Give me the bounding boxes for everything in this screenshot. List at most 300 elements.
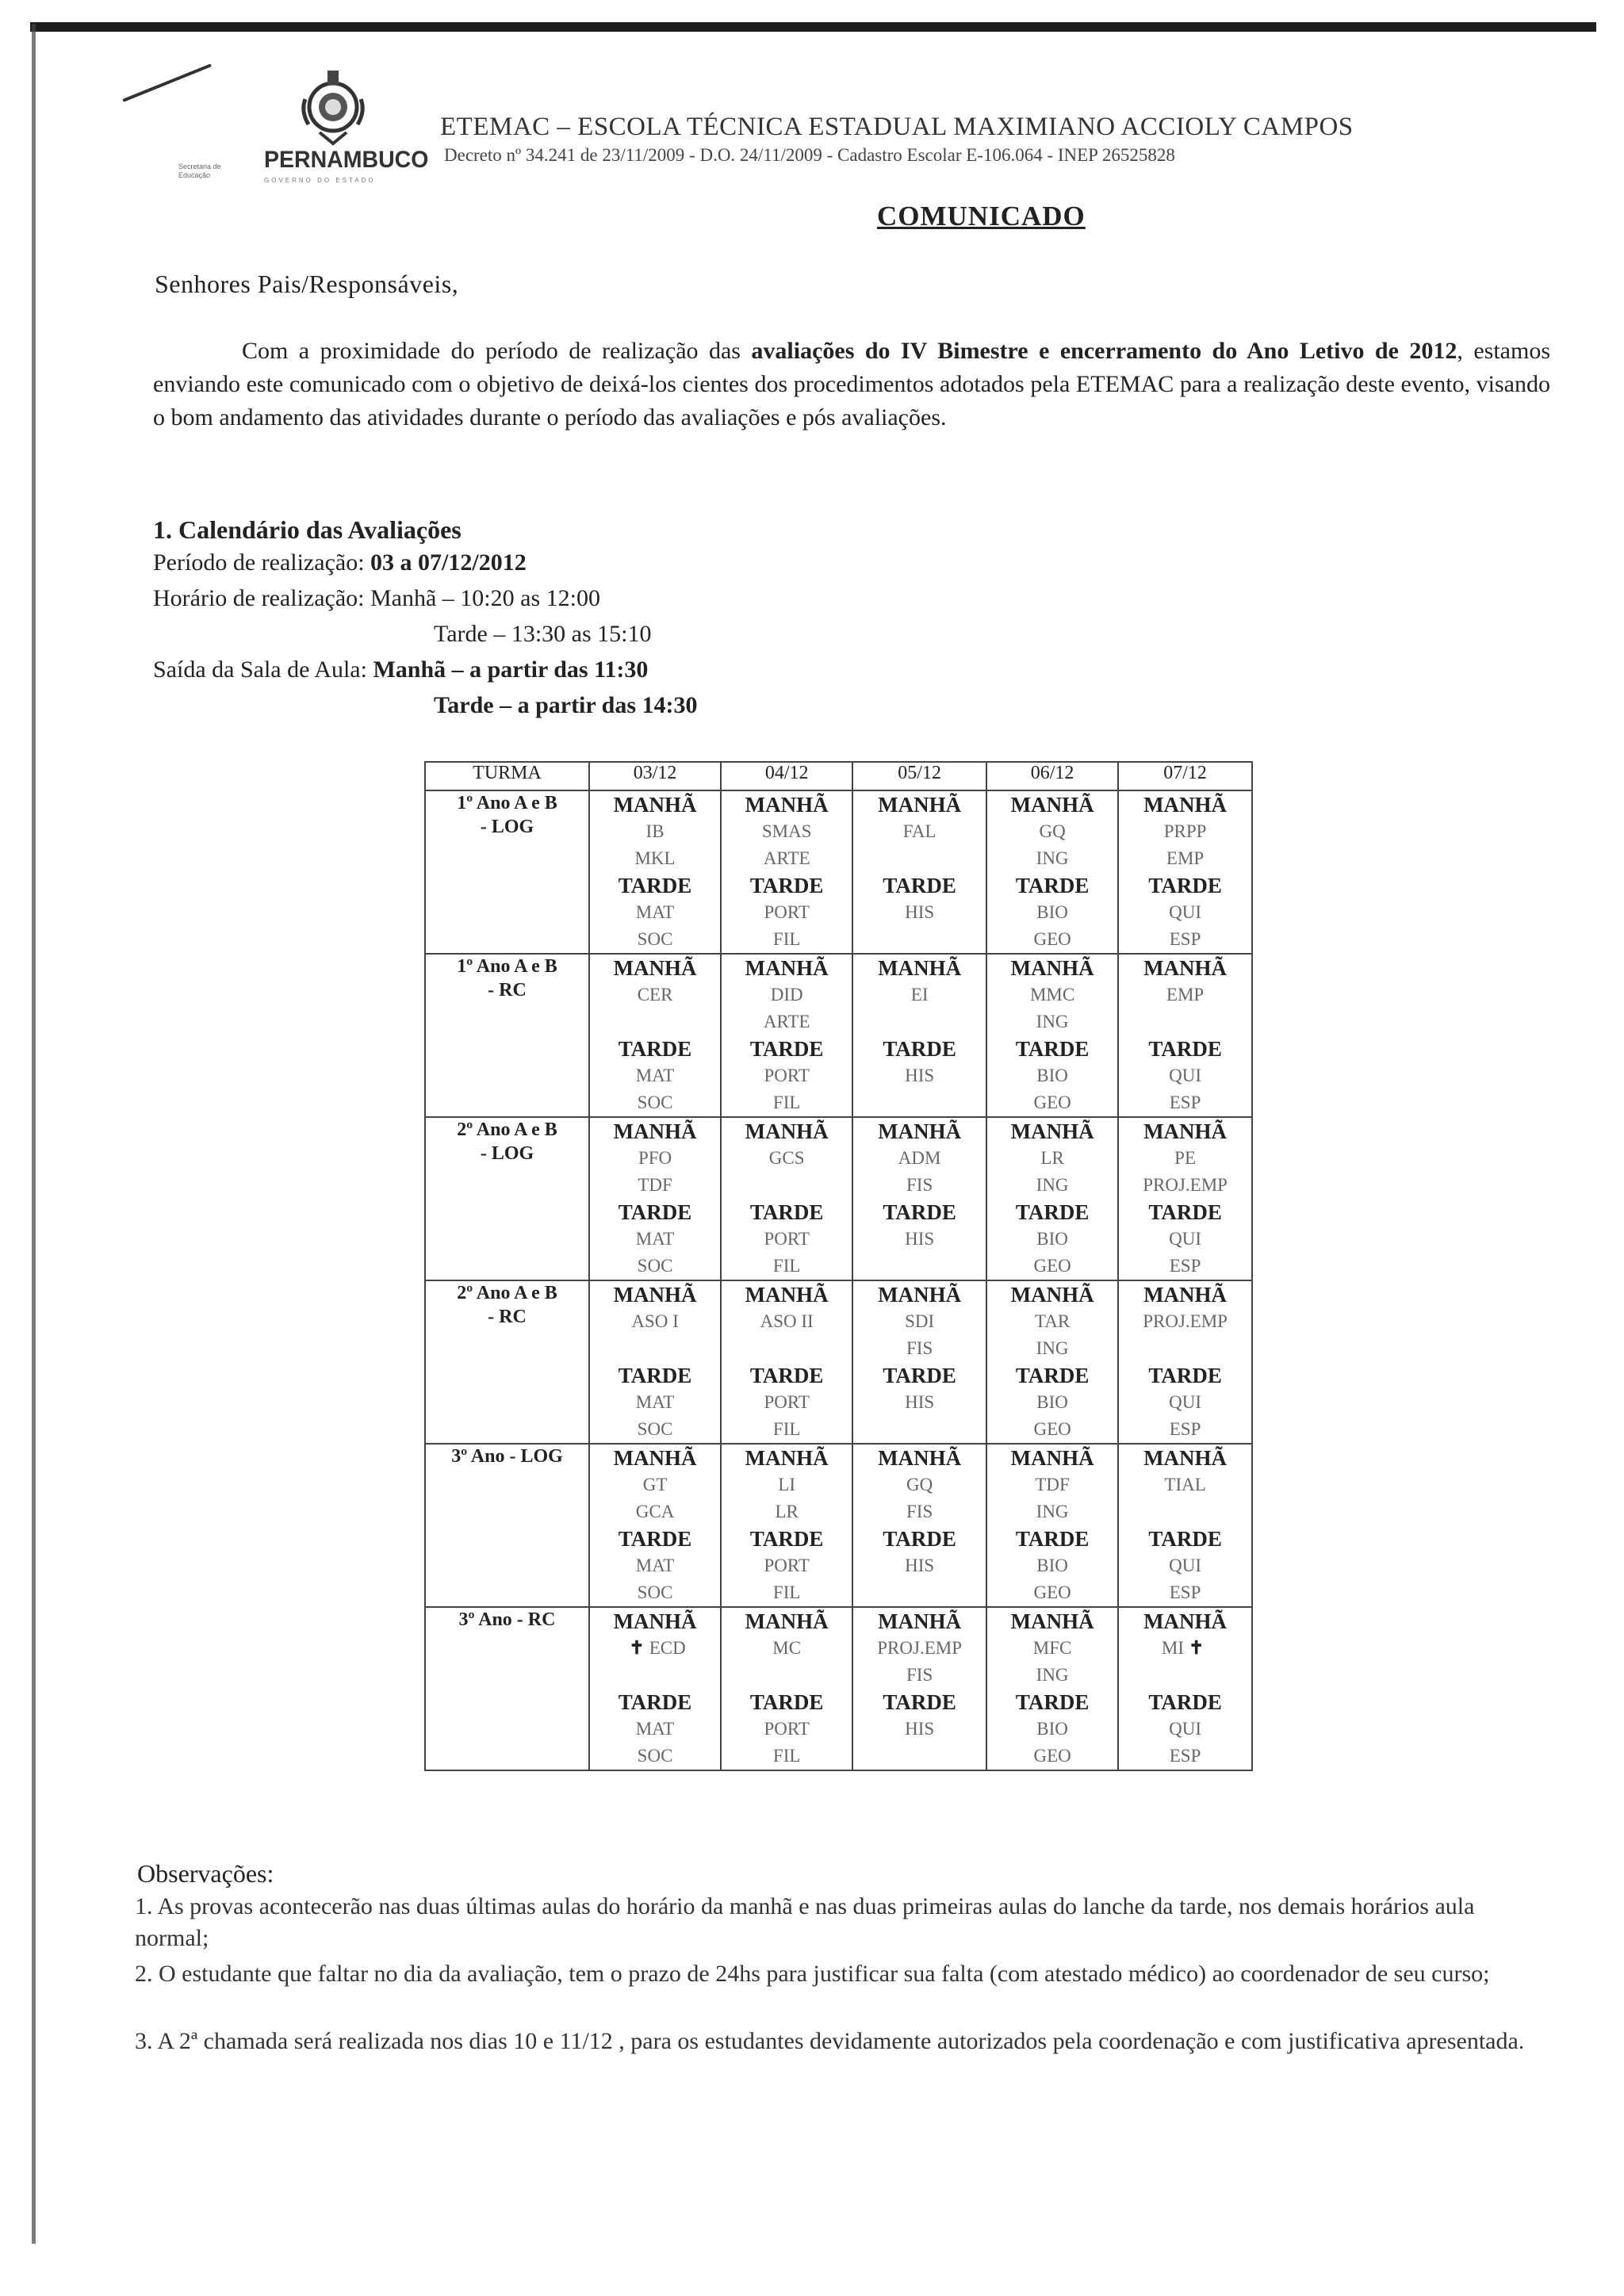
subject-text: MAT bbox=[635, 1066, 675, 1085]
period-heading-text: TARDE bbox=[1148, 1527, 1222, 1551]
period-heading-text: MANHÃ bbox=[745, 956, 829, 980]
subject-text: TDF bbox=[1035, 1475, 1070, 1494]
period-heading bbox=[1119, 1035, 1251, 1062]
subject-code bbox=[722, 982, 852, 1008]
schedule-cell bbox=[589, 954, 721, 1117]
period-heading-text: TARDE bbox=[1148, 874, 1222, 897]
schedule-cell bbox=[589, 1117, 721, 1280]
subject-code bbox=[590, 1308, 720, 1335]
schedule-cell bbox=[1118, 1280, 1252, 1444]
subject-code bbox=[853, 1172, 986, 1199]
subject-code bbox=[722, 1498, 852, 1525]
period-line bbox=[153, 549, 527, 576]
period-heading-text: TARDE bbox=[618, 1690, 692, 1714]
subject-text: FIS bbox=[906, 1502, 933, 1521]
subject-code bbox=[1119, 1716, 1251, 1743]
subject-code bbox=[1119, 1308, 1251, 1335]
subject-code bbox=[853, 1308, 986, 1335]
period-heading-text: MANHÃ bbox=[745, 1446, 829, 1470]
schedule-cell bbox=[721, 790, 852, 954]
schedule-cell bbox=[721, 1444, 852, 1607]
subject-code bbox=[722, 899, 852, 926]
table-header-row bbox=[425, 762, 1252, 790]
subject-code bbox=[590, 1662, 720, 1689]
subject-code bbox=[722, 1416, 852, 1443]
subject-code bbox=[1119, 1416, 1251, 1443]
subject-code bbox=[853, 1635, 986, 1662]
period-heading-text: MANHÃ bbox=[613, 1283, 697, 1307]
table-row bbox=[425, 790, 1252, 954]
schedule-cell bbox=[1118, 1117, 1252, 1280]
subject-text: ADM bbox=[898, 1148, 941, 1168]
subject-text: BIO bbox=[1036, 1719, 1068, 1739]
subject-text: FAL bbox=[902, 821, 936, 841]
period-heading bbox=[722, 1199, 852, 1226]
subject-text: GQ bbox=[906, 1475, 933, 1494]
period-heading-text: MANHÃ bbox=[613, 1119, 697, 1143]
subject-text: GT bbox=[642, 1475, 668, 1494]
header-date: 06/12 bbox=[986, 762, 1118, 790]
period-heading-text: TARDE bbox=[618, 1037, 692, 1061]
subject-text: FIL bbox=[772, 1419, 801, 1439]
period-heading-text: MANHÃ bbox=[878, 1446, 962, 1470]
subject-code bbox=[590, 1335, 720, 1362]
period-heading bbox=[590, 1689, 720, 1716]
subject-code bbox=[722, 1471, 852, 1498]
period-heading-text: TARDE bbox=[749, 1200, 824, 1224]
turma-label: 3º Ano - LOG bbox=[451, 1446, 563, 1467]
subject-code bbox=[987, 845, 1117, 872]
period-heading bbox=[590, 955, 720, 982]
subject-code bbox=[722, 1308, 852, 1335]
subject-code bbox=[590, 1089, 720, 1116]
period-heading-text: MANHÃ bbox=[745, 1119, 829, 1143]
period-heading-text: TARDE bbox=[1148, 1690, 1222, 1714]
observations-title: Observações: bbox=[137, 1859, 274, 1888]
period-label: Período de realização: bbox=[153, 549, 371, 576]
document-title: COMUNICADO bbox=[877, 201, 1086, 232]
page-edge-left bbox=[32, 24, 36, 2244]
subject-code bbox=[722, 1635, 852, 1662]
subject-text: HIS bbox=[905, 1229, 935, 1249]
period-heading-text: TARDE bbox=[1148, 1200, 1222, 1224]
subject-code bbox=[987, 1008, 1117, 1035]
period-heading-text: TARDE bbox=[1148, 1364, 1222, 1387]
subject-text: ASO I bbox=[631, 1311, 679, 1331]
subject-code bbox=[1119, 1335, 1251, 1362]
subject-code bbox=[590, 1062, 720, 1089]
subject-code bbox=[1119, 1635, 1251, 1662]
subject-code bbox=[722, 1552, 852, 1579]
subject-code bbox=[590, 926, 720, 953]
period-heading bbox=[987, 791, 1117, 818]
subject-text: QUI bbox=[1169, 1392, 1202, 1412]
period-heading bbox=[1119, 1362, 1251, 1389]
period-heading-text: MANHÃ bbox=[613, 956, 697, 980]
subject-text: HIS bbox=[905, 1066, 935, 1085]
period-heading bbox=[853, 1689, 986, 1716]
subject-text: PORT bbox=[764, 1556, 810, 1575]
subject-code bbox=[987, 1416, 1117, 1443]
period-heading bbox=[1119, 1199, 1251, 1226]
subject-code bbox=[1119, 1552, 1251, 1579]
period-heading bbox=[1119, 955, 1251, 982]
subject-code bbox=[590, 1552, 720, 1579]
subject-text: GCA bbox=[635, 1502, 675, 1521]
subject-text: GEO bbox=[1033, 1093, 1071, 1112]
subject-code bbox=[853, 1579, 986, 1606]
subject-code bbox=[722, 1389, 852, 1416]
subject-code bbox=[722, 845, 852, 872]
period-heading bbox=[853, 1199, 986, 1226]
secretariat-label: Secretaria de Educação bbox=[178, 163, 221, 179]
subject-code bbox=[722, 818, 852, 845]
subject-code bbox=[853, 1498, 986, 1525]
period-heading-text: TARDE bbox=[1015, 874, 1090, 897]
period-heading bbox=[987, 1689, 1117, 1716]
subject-text: EMP bbox=[1166, 985, 1205, 1004]
period-heading-text: TARDE bbox=[883, 1037, 956, 1061]
schedule-cell bbox=[986, 1607, 1118, 1770]
turma-cell bbox=[425, 1444, 589, 1607]
period-heading-text: TARDE bbox=[1015, 1037, 1090, 1061]
period-heading-text: TARDE bbox=[1015, 1364, 1090, 1387]
subject-text: PRPP bbox=[1163, 821, 1207, 841]
subject-code bbox=[853, 1253, 986, 1280]
subject-text: PROJ.EMP bbox=[1143, 1311, 1228, 1331]
period-heading-text: TARDE bbox=[883, 1200, 956, 1224]
schedule-cell bbox=[589, 790, 721, 954]
subject-text: ESP bbox=[1169, 1419, 1201, 1439]
subject-text: ING bbox=[1036, 848, 1069, 868]
turma-label: 2º Ano A e B bbox=[457, 1283, 557, 1303]
subject-text: PROJ.EMP bbox=[1143, 1175, 1228, 1195]
subject-text: SOC bbox=[637, 1093, 673, 1112]
subject-code bbox=[1119, 1579, 1251, 1606]
period-heading-text: MANHÃ bbox=[878, 956, 962, 980]
period-heading-text: TARDE bbox=[749, 1527, 824, 1551]
subject-code bbox=[853, 1716, 986, 1743]
subject-code bbox=[1119, 845, 1251, 872]
subject-code bbox=[987, 1062, 1117, 1089]
subject-code bbox=[987, 1743, 1117, 1770]
subject-code bbox=[987, 1089, 1117, 1116]
period-heading bbox=[1119, 1689, 1251, 1716]
period-heading-text: MANHÃ bbox=[613, 1609, 697, 1633]
subject-code bbox=[987, 982, 1117, 1008]
subject-text: FIS bbox=[906, 1338, 933, 1358]
schedule-cell bbox=[1118, 790, 1252, 954]
subject-code bbox=[722, 1062, 852, 1089]
intro-paragraph bbox=[153, 335, 1550, 434]
subject-code bbox=[987, 926, 1117, 953]
subject-code bbox=[853, 1743, 986, 1770]
table-row bbox=[425, 954, 1252, 1117]
period-heading-text: TARDE bbox=[618, 1200, 692, 1224]
turma-label: - LOG bbox=[480, 817, 534, 837]
period-heading bbox=[590, 1281, 720, 1308]
subject-code bbox=[590, 1635, 720, 1662]
period-heading bbox=[590, 1362, 720, 1389]
subject-text: LI bbox=[778, 1475, 796, 1494]
state-name: PERNAMBUCO bbox=[264, 147, 429, 173]
period-heading bbox=[987, 1118, 1117, 1145]
subject-code bbox=[590, 845, 720, 872]
period-heading-text: TARDE bbox=[749, 1690, 824, 1714]
period-heading-text: MANHÃ bbox=[1010, 1283, 1094, 1307]
period-heading-text: TARDE bbox=[749, 1364, 824, 1387]
subject-code bbox=[590, 1579, 720, 1606]
period-heading bbox=[987, 1362, 1117, 1389]
schedule-cell bbox=[852, 954, 986, 1117]
decree-line: Decreto nº 34.241 de 23/11/2009 - D.O. 24/11/2009 - Cadastro Escolar E-106.064 - INEP 26525828 bbox=[444, 145, 1175, 165]
cross-mark-icon: ✝ bbox=[629, 1638, 645, 1658]
subject-code bbox=[853, 926, 986, 953]
subject-text: ECD bbox=[649, 1638, 686, 1658]
subject-code bbox=[853, 845, 986, 872]
period-heading-text: MANHÃ bbox=[745, 793, 829, 817]
schedule-cell bbox=[1118, 954, 1252, 1117]
period-heading-text: MANHÃ bbox=[878, 1283, 962, 1307]
subject-text: BIO bbox=[1036, 1066, 1068, 1085]
table-row bbox=[425, 1280, 1252, 1444]
subject-text: TIAL bbox=[1164, 1475, 1206, 1494]
subject-code bbox=[1119, 1471, 1251, 1498]
period-heading bbox=[853, 1362, 986, 1389]
period-heading bbox=[987, 1035, 1117, 1062]
subject-text: GEO bbox=[1033, 1582, 1071, 1602]
schedule-cell bbox=[986, 1117, 1118, 1280]
schedule-cell bbox=[986, 1280, 1118, 1444]
schedule-cell bbox=[721, 1280, 852, 1444]
period-heading-text: MANHÃ bbox=[1010, 1446, 1094, 1470]
subject-code bbox=[987, 1662, 1117, 1689]
subject-text: IB bbox=[645, 821, 665, 841]
subject-code bbox=[722, 1743, 852, 1770]
subject-text: BIO bbox=[1036, 1392, 1068, 1412]
subject-code bbox=[987, 1308, 1117, 1335]
schedule-cell bbox=[1118, 1607, 1252, 1770]
greeting: Senhores Pais/Responsáveis, bbox=[155, 270, 459, 298]
subject-text: PORT bbox=[764, 1229, 810, 1249]
subject-text: EMP bbox=[1166, 848, 1205, 868]
period-heading bbox=[590, 1608, 720, 1635]
subject-text: SOC bbox=[637, 1746, 673, 1766]
subject-text: QUI bbox=[1169, 1556, 1202, 1575]
subject-text: GEO bbox=[1033, 1746, 1071, 1766]
subject-code bbox=[590, 1008, 720, 1035]
subject-text: ING bbox=[1036, 1665, 1069, 1685]
period-heading bbox=[1119, 1281, 1251, 1308]
period-heading bbox=[853, 1118, 986, 1145]
subject-code bbox=[853, 899, 986, 926]
period-heading-text: TARDE bbox=[749, 874, 824, 897]
table-row bbox=[425, 1607, 1252, 1770]
subject-text: QUI bbox=[1169, 902, 1202, 922]
turma-label: 3º Ano - RC bbox=[458, 1609, 556, 1630]
subject-text: PORT bbox=[764, 1719, 810, 1739]
subject-code bbox=[1119, 926, 1251, 953]
subject-code bbox=[853, 818, 986, 845]
subject-code bbox=[1119, 899, 1251, 926]
header-date: 03/12 bbox=[589, 762, 721, 790]
subject-code bbox=[987, 1335, 1117, 1362]
period-heading-text: TARDE bbox=[883, 874, 956, 897]
subject-code bbox=[853, 1416, 986, 1443]
schedule-cell bbox=[986, 954, 1118, 1117]
period-heading bbox=[1119, 872, 1251, 899]
period-value: 03 a 07/12/2012 bbox=[370, 549, 527, 576]
period-heading bbox=[853, 955, 986, 982]
period-heading bbox=[987, 955, 1117, 982]
subject-text: SOC bbox=[637, 1582, 673, 1602]
pernambuco-logo bbox=[178, 67, 432, 186]
subject-text: MAT bbox=[635, 1392, 675, 1412]
subject-text: GQ bbox=[1039, 821, 1066, 841]
period-heading bbox=[722, 1035, 852, 1062]
period-heading bbox=[722, 791, 852, 818]
subject-code bbox=[987, 1579, 1117, 1606]
exit-line bbox=[153, 656, 648, 683]
period-heading bbox=[853, 791, 986, 818]
period-heading bbox=[987, 1608, 1117, 1635]
subject-code bbox=[590, 1172, 720, 1199]
schedule-cell bbox=[986, 790, 1118, 954]
subject-code bbox=[987, 1498, 1117, 1525]
subject-code bbox=[590, 1743, 720, 1770]
subject-text: HIS bbox=[905, 1392, 935, 1412]
period-heading bbox=[722, 1281, 852, 1308]
subject-code bbox=[987, 818, 1117, 845]
turma-cell bbox=[425, 1280, 589, 1444]
period-heading-text: TARDE bbox=[618, 1364, 692, 1387]
period-heading-text: MANHÃ bbox=[1143, 1283, 1228, 1307]
subject-code bbox=[1119, 1498, 1251, 1525]
page-edge-top bbox=[30, 22, 1596, 32]
subject-text: ESP bbox=[1169, 1256, 1201, 1276]
schedule-cell bbox=[852, 1444, 986, 1607]
intro-text-2: , estamos enviando este comunicado com o objetivo de deixá-los cientes dos procedimentos adotados pela ETEMAC para a realização deste evento, visando o bom andamento das atividades durante o período das avaliações e pós avaliações. bbox=[153, 338, 1550, 430]
subject-text: MI bbox=[1161, 1638, 1184, 1658]
intro-text-1: Com a proximidade do período de realização das bbox=[242, 338, 752, 364]
subject-text: MAT bbox=[635, 902, 675, 922]
period-heading-text: MANHÃ bbox=[878, 1119, 962, 1143]
subject-code bbox=[853, 1471, 986, 1498]
subject-code bbox=[590, 1716, 720, 1743]
table-row bbox=[425, 1117, 1252, 1280]
period-heading-text: TARDE bbox=[1015, 1527, 1090, 1551]
subject-code bbox=[1119, 1145, 1251, 1172]
period-heading-text: MANHÃ bbox=[1143, 793, 1228, 817]
subject-code bbox=[1119, 1089, 1251, 1116]
subject-code bbox=[1119, 1226, 1251, 1253]
period-heading bbox=[1119, 1525, 1251, 1552]
subject-text: FIL bbox=[772, 1256, 801, 1276]
subject-text: MKL bbox=[634, 848, 676, 868]
subject-code bbox=[853, 1662, 986, 1689]
subject-text: HIS bbox=[905, 1556, 935, 1575]
subject-code bbox=[1119, 1662, 1251, 1689]
subject-text: FIS bbox=[906, 1665, 933, 1685]
period-heading-text: MANHÃ bbox=[613, 793, 697, 817]
subject-text: SOC bbox=[637, 1256, 673, 1276]
period-heading-text: MANHÃ bbox=[1010, 793, 1094, 817]
header-date: 04/12 bbox=[721, 762, 852, 790]
subject-text: PFO bbox=[638, 1148, 672, 1168]
subject-text: ING bbox=[1036, 1012, 1069, 1031]
period-heading-text: TARDE bbox=[618, 1527, 692, 1551]
subject-code bbox=[722, 1579, 852, 1606]
subject-text: PORT bbox=[764, 902, 810, 922]
subject-code bbox=[1119, 1253, 1251, 1280]
period-heading-text: MANHÃ bbox=[745, 1283, 829, 1307]
subject-text: PROJ.EMP bbox=[877, 1638, 962, 1658]
subject-code bbox=[853, 1089, 986, 1116]
schedule-cell bbox=[589, 1444, 721, 1607]
subject-text: SDI bbox=[905, 1311, 935, 1331]
period-heading-text: MANHÃ bbox=[745, 1609, 829, 1633]
period-heading bbox=[853, 1608, 986, 1635]
subject-text: FIL bbox=[772, 929, 801, 949]
subject-text: EI bbox=[910, 985, 929, 1004]
period-heading bbox=[853, 1281, 986, 1308]
subject-code bbox=[987, 1635, 1117, 1662]
subject-code bbox=[987, 1172, 1117, 1199]
state-seal-icon bbox=[297, 67, 369, 147]
period-heading bbox=[987, 1281, 1117, 1308]
subject-text: ARTE bbox=[763, 1012, 810, 1031]
subject-text: MFC bbox=[1032, 1638, 1072, 1658]
period-heading bbox=[987, 1445, 1117, 1471]
period-heading-text: TARDE bbox=[883, 1690, 956, 1714]
subject-text: QUI bbox=[1169, 1229, 1202, 1249]
schedule-cell bbox=[852, 1117, 986, 1280]
subject-text: ESP bbox=[1169, 1093, 1201, 1112]
period-heading bbox=[1119, 1445, 1251, 1471]
subject-code bbox=[1119, 1062, 1251, 1089]
subject-text: QUI bbox=[1169, 1719, 1202, 1739]
subject-text: ESP bbox=[1169, 1582, 1201, 1602]
subject-text: BIO bbox=[1036, 902, 1068, 922]
period-heading bbox=[1119, 1118, 1251, 1145]
subject-text: SOC bbox=[637, 929, 673, 949]
state-subtitle: GOVERNO DO ESTADO bbox=[264, 177, 376, 184]
subject-text: MAT bbox=[635, 1556, 675, 1575]
subject-code bbox=[722, 1008, 852, 1035]
subject-code bbox=[722, 1662, 852, 1689]
subject-code bbox=[987, 1145, 1117, 1172]
period-heading bbox=[1119, 791, 1251, 818]
subject-code bbox=[590, 1389, 720, 1416]
subject-code bbox=[1119, 1743, 1251, 1770]
subject-text: BIO bbox=[1036, 1556, 1068, 1575]
subject-text: MAT bbox=[635, 1719, 675, 1739]
subject-code bbox=[1119, 1172, 1251, 1199]
subject-code bbox=[1119, 982, 1251, 1008]
subject-text: GEO bbox=[1033, 1419, 1071, 1439]
period-heading bbox=[722, 1608, 852, 1635]
period-heading bbox=[590, 1199, 720, 1226]
section-title: 1. Calendário das Avaliações bbox=[153, 515, 462, 544]
subject-text: GCS bbox=[768, 1148, 805, 1168]
subject-code bbox=[590, 1226, 720, 1253]
period-heading-text: TARDE bbox=[1015, 1200, 1090, 1224]
schedule-cell bbox=[852, 790, 986, 954]
schedule-cell bbox=[852, 1280, 986, 1444]
turma-cell bbox=[425, 790, 589, 954]
header-date: 07/12 bbox=[1118, 762, 1252, 790]
period-heading-text: MANHÃ bbox=[1143, 956, 1228, 980]
